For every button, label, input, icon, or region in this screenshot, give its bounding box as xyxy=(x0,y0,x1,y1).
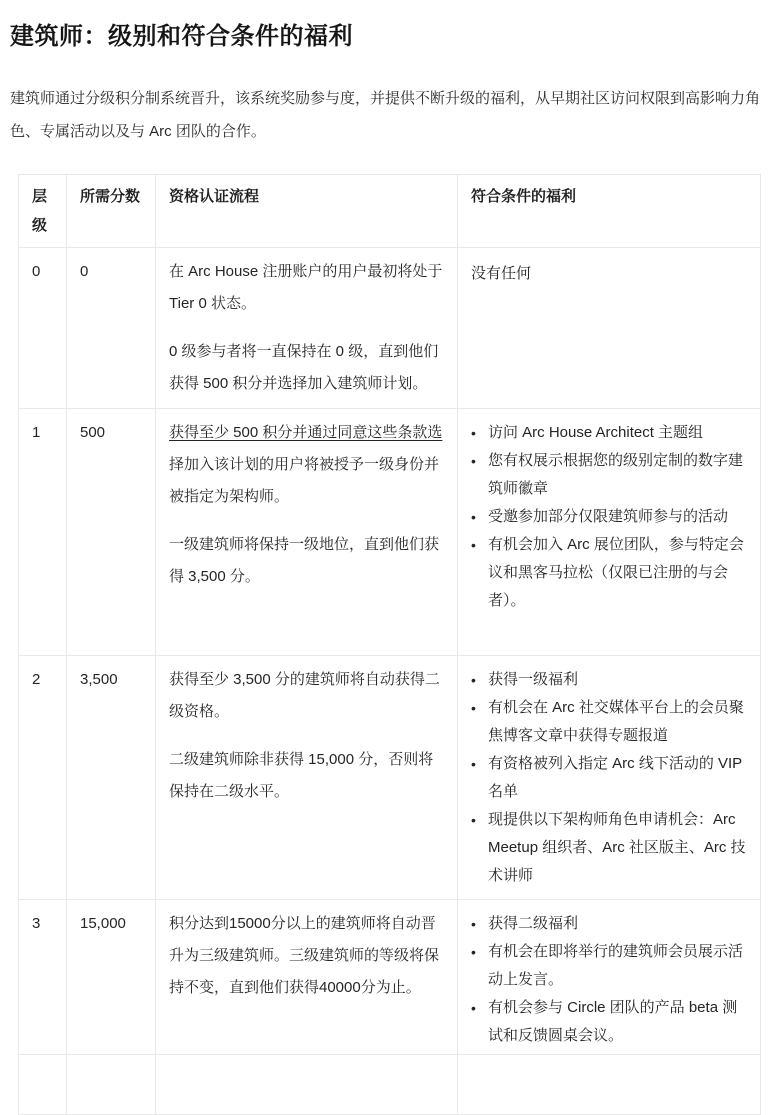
benefits-list xyxy=(471,666,750,890)
header-tier: 层级 xyxy=(19,175,67,248)
points-cell xyxy=(67,1055,156,1115)
table-header xyxy=(19,175,761,248)
process-paragraph xyxy=(169,529,445,593)
benefit-item xyxy=(471,806,750,890)
process-paragraph xyxy=(169,256,445,320)
intro-paragraph: 建筑师通过分级积分制系统晋升，该系统奖励参与度，并提供不断升级的福利，从早期社区访问权限到高影响力角色、专属活动以及与 Arc 团队的合作。 xyxy=(10,90,761,140)
benefit-item xyxy=(471,994,750,1050)
table-header-row xyxy=(19,175,761,248)
benefit-text: 受邀参加部分仅限建筑师参与的活动 xyxy=(488,508,729,525)
benefit-text: 获得一级福利 xyxy=(488,671,579,688)
process-text: 0 级参与者将一直保持在 0 级，直到他们获得 500 积分并选择加入建筑师计划。 xyxy=(169,343,439,392)
bullet-icon: • xyxy=(471,537,476,553)
bullet-icon: • xyxy=(471,944,476,960)
benefit-item xyxy=(471,447,750,503)
benefits-cell xyxy=(458,900,761,1055)
tier-cell: 0 xyxy=(19,248,67,409)
benefits-cell xyxy=(458,248,761,409)
points-cell: 3,500 xyxy=(67,656,156,900)
benefit-item xyxy=(471,503,750,531)
benefits-none-text: 没有任何 xyxy=(471,265,532,282)
process-paragraph xyxy=(169,664,445,728)
points-cell: 500 xyxy=(67,409,156,656)
table-row xyxy=(19,248,761,409)
header-points: 所需分数 xyxy=(67,175,156,248)
benefit-text: 有机会在 Arc 社交媒体平台上的会员聚焦博客文章中获得专题报道 xyxy=(488,699,744,744)
process-cell xyxy=(156,1055,458,1115)
points-cell: 0 xyxy=(67,248,156,409)
tier-cell: 2 xyxy=(19,656,67,900)
bullet-icon: • xyxy=(471,756,476,772)
terms-link[interactable]: 获得至少 500 积分并通过同意这些条款选 xyxy=(169,424,443,441)
benefit-item xyxy=(471,938,750,994)
process-cell xyxy=(156,248,458,409)
table-row xyxy=(19,409,761,656)
benefit-text: 您有权展示根据您的级别定制的数字建筑师徽章 xyxy=(488,452,744,497)
benefit-text: 有机会在即将举行的建筑师会员展示活动上发言。 xyxy=(488,943,744,988)
benefit-item xyxy=(471,666,750,694)
process-cell xyxy=(156,656,458,900)
tier-cell: 3 xyxy=(19,900,67,1055)
process-text: 二级建筑师除非获得 15,000 分，否则将保持在二级水平。 xyxy=(169,751,434,800)
tier-benefits-table xyxy=(18,174,761,1115)
benefit-text: 现提供以下架构师角色申请机会：Arc Meetup 组织者、Arc 社区版主、Arc 技术讲师 xyxy=(488,811,746,884)
benefit-text: 获得二级福利 xyxy=(488,915,579,932)
process-text: 一级建筑师将保持一级地位，直到他们获得 3,500 分。 xyxy=(169,536,440,585)
table-row xyxy=(19,900,761,1055)
tier-cell xyxy=(19,1055,67,1115)
process-text: 获得至少 3,500 分的建筑师将自动获得二级资格。 xyxy=(169,671,440,720)
benefit-item xyxy=(471,910,750,938)
benefits-cell xyxy=(458,409,761,656)
page-title: 建筑师：级别和符合条件的福利 xyxy=(10,23,353,50)
bullet-icon: • xyxy=(471,916,476,932)
process-text: 在 Arc House 注册账户的用户最初将处于 Tier 0 状态。 xyxy=(169,263,443,312)
benefit-item xyxy=(471,419,750,447)
bullet-icon: • xyxy=(471,509,476,525)
benefit-text: 访问 Arc House Architect 主题组 xyxy=(488,424,704,441)
tier-cell: 1 xyxy=(19,409,67,656)
table-row xyxy=(19,656,761,900)
process-cell xyxy=(156,900,458,1055)
points-cell: 15,000 xyxy=(67,900,156,1055)
process-paragraph xyxy=(169,417,445,513)
bullet-icon: • xyxy=(471,453,476,469)
bullet-icon: • xyxy=(471,812,476,828)
table-row-partial xyxy=(19,1055,761,1115)
benefits-cell xyxy=(458,1055,761,1115)
document-page xyxy=(0,22,780,1115)
benefit-item xyxy=(471,694,750,750)
process-text: 择加入该计划的用户将被授予一级身份并被指定为架构师。 xyxy=(169,456,440,505)
benefits-list xyxy=(471,419,750,615)
process-paragraph xyxy=(169,336,445,400)
benefit-item xyxy=(471,750,750,806)
bullet-icon: • xyxy=(471,1000,476,1016)
benefits-list xyxy=(471,910,750,1050)
benefit-text: 有资格被列入指定 Arc 线下活动的 VIP 名单 xyxy=(488,755,742,800)
table-body xyxy=(19,248,761,1115)
benefit-text: 有机会参与 Circle 团队的产品 beta 测试和反馈圆桌会议。 xyxy=(488,999,738,1044)
benefit-text: 有机会加入 Arc 展位团队，参与特定会议和黑客马拉松（仅限已注册的与会者）。 xyxy=(488,536,744,609)
header-process: 资格认证流程 xyxy=(156,175,458,248)
benefits-cell xyxy=(458,656,761,900)
header-benefits: 符合条件的福利 xyxy=(458,175,761,248)
process-paragraph xyxy=(169,744,445,808)
bullet-icon: • xyxy=(471,425,476,441)
benefit-item xyxy=(471,531,750,615)
bullet-icon: • xyxy=(471,700,476,716)
process-paragraph xyxy=(169,908,445,1004)
bullet-icon: • xyxy=(471,672,476,688)
process-text: 积分达到15000分以上的建筑师将自动晋升为三级建筑师。三级建筑师的等级将保持不变，直到他们获得40000分为止。 xyxy=(169,915,440,996)
process-cell xyxy=(156,409,458,656)
